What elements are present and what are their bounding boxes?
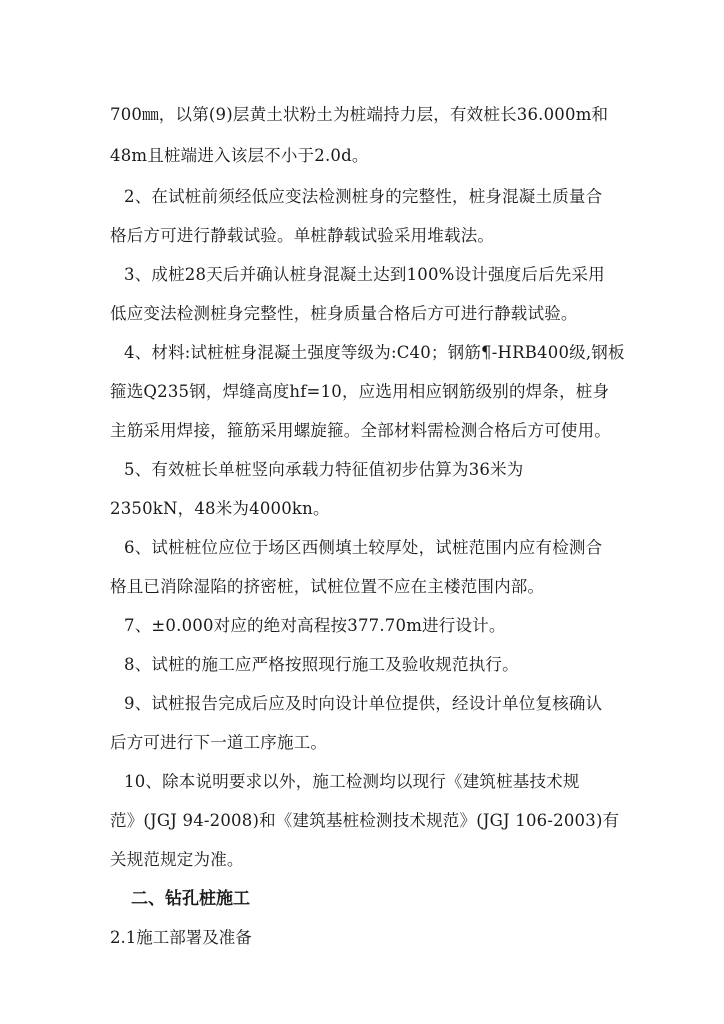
- paragraph-line: 低应变法检测桩身完整性，桩身质量合格后方可进行静载试验。: [110, 304, 578, 323]
- paragraph-line: 700㎜，以第(9)层黄土状粉土为桩端持力层，有效桩长36.000m和: [110, 105, 609, 124]
- paragraph-line: 8、试桩的施工应严格按照现行施工及验收规范执行。: [124, 655, 519, 674]
- paragraph-line: 格且已消除湿陷的挤密桩，试桩位置不应在主楼范围内部。: [110, 577, 545, 596]
- paragraph-line: 3、成桩28天后并确认桩身混凝土达到100%设计强度后后先采用: [124, 265, 605, 284]
- paragraph-line: 6、试桩桩位应位于场区西侧填土较厚处，试桩范围内应有检测合: [124, 538, 603, 557]
- paragraph-line: 后方可进行下一道工序施工。: [110, 733, 328, 752]
- subsection-heading: 2.1施工部署及准备: [110, 928, 252, 947]
- paragraph-line: 10、除本说明要求以外，施工检测均以现行《建筑桩基技术规: [124, 772, 580, 791]
- paragraph-line: 2350kN，48米为4000kn。: [110, 499, 330, 518]
- paragraph-line: 4、材料:试桩桩身混凝土强度等级为:C40；钢筋¶-HRB400级,钢板: [124, 343, 625, 362]
- paragraph-line: 关规范规定为准。: [110, 850, 244, 869]
- paragraph-line: 2、在试桩前须经低应变法检测桩身的完整性，桩身混凝土质量合: [124, 187, 603, 206]
- paragraph-line: 48m且桩端进入该层不小于2.0d。: [110, 146, 369, 165]
- paragraph-line: 5、有效桩长单桩竖向承载力特征值初步估算为36米为: [124, 460, 524, 479]
- paragraph-line: 箍选Q235钢，焊缝高度hf=10，应选用相应钢筋级别的焊条，桩身: [110, 382, 610, 401]
- paragraph-line: 主筋采用焊接，箍筋采用螺旋箍。全部材料需检测合格后方可使用。: [110, 421, 611, 440]
- paragraph-line: 格后方可进行静载试验。单桩静载试验采用堆载法。: [110, 226, 495, 245]
- section-heading: 二、钻孔桩施工: [131, 889, 250, 909]
- paragraph-line: 9、试桩报告完成后应及时向设计单位提供，经设计单位复核确认: [124, 694, 603, 713]
- paragraph-line: 7、±0.000对应的绝对高程按377.70m进行设计。: [124, 616, 506, 635]
- paragraph-line: 范》(JGJ 94-2008)和《建筑基桩检测技术规范》(JGJ 106-2003)有: [110, 811, 620, 830]
